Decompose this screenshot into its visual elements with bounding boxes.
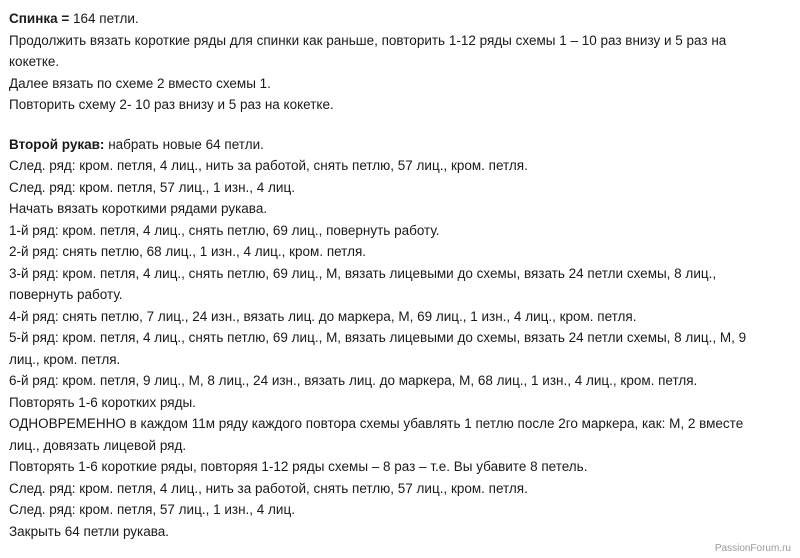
text-line: 3-й ряд: кром. петля, 4 лиц., снять петлю, 69 лиц., М, вязать лицевыми до схемы, вязать 24 петли схемы, 8 лиц., [9, 265, 717, 281]
knitting-instructions [9, 8, 789, 542]
text-line: 4-й ряд: снять петлю, 7 лиц., 24 изн., вязать лиц. до маркера, М, 69 лиц., 1 изн., 4 лиц., кром. петля. [9, 308, 637, 324]
text-line: След. ряд: кром. петля, 4 лиц., нить за работой, снять петлю, 57 лиц., кром. петля. [9, 480, 528, 496]
text-line: След. ряд: кром. петля, 57 лиц., 1 изн., 4 лиц. [9, 502, 295, 517]
text-line: Повторять 1-6 коротких ряды. [9, 394, 196, 410]
text-line: След. ряд: кром. петля, 57 лиц., 1 изн., 4 лиц. [9, 179, 295, 195]
text-line: повернуть работу. [9, 287, 123, 302]
sleeve-heading-text: набрать новые 64 петли. [104, 136, 264, 152]
back-heading [9, 8, 789, 30]
text-line: След. ряд: кром. петля, 4 лиц., нить за работой, снять петлю, 57 лиц., кром. петля. [9, 158, 528, 173]
text-line: ОДНОВРЕМЕННО в каждом 11м ряду каждого повтора схемы убавлять 1 петлю после 2го маркера, как: М, 2 вместе [9, 416, 744, 431]
back-heading-label: Спинка = [9, 11, 70, 26]
text-line: Закрыть 64 петли рукава. [9, 523, 170, 539]
sleeve-heading-label: Второй рукав: [9, 136, 105, 152]
second-sleeve-section [9, 134, 789, 543]
text-line: Продолжить вязать короткие ряды для спинки как раньше, повторить 1-12 ряды схемы 1 – 10 раз внизу и 5 раз на [9, 32, 727, 48]
sleeve-heading [9, 134, 789, 156]
text-line: 2-й ряд: снять петлю, 68 лиц., 1 изн., 4 лиц., кром. петля. [9, 244, 367, 259]
text-line: лиц., кром. петля. [9, 351, 121, 367]
site-watermark: PassionForum.ru [714, 543, 791, 554]
text-line: кокетке. [9, 54, 60, 69]
text-line: лиц., довязать лицевой ряд. [9, 437, 187, 453]
back-section [9, 8, 789, 116]
text-line: Далее вязать по схеме 2 вместо схемы 1. [9, 75, 271, 91]
back-heading-text: 164 петли. [69, 11, 139, 26]
text-line: 1-й ряд: кром. петля, 4 лиц., снять петлю, 69 лиц., повернуть работу. [9, 222, 440, 238]
text-line: Повторять 1-6 короткие ряды, повторяя 1-12 ряды схемы – 8 раз – т.е. Вы убавите 8 петель. [9, 459, 588, 474]
text-line: Повторить схему 2- 10 раз внизу и 5 раз на кокетке. [9, 97, 334, 112]
text-line: 6-й ряд: кром. петля, 9 лиц., М, 8 лиц., 24 изн., вязать лиц. до маркера, М, 68 лиц., 1 изн., 4 лиц., кром. петля. [9, 373, 698, 388]
text-line: 5-й ряд: кром. петля, 4 лиц., снять петлю, 69 лиц., М, вязать лицевыми до схемы, вязать 24 петли схемы, 8 лиц., М, 9 [9, 330, 747, 345]
text-line: Начать вязать короткими рядами рукава. [9, 201, 268, 216]
